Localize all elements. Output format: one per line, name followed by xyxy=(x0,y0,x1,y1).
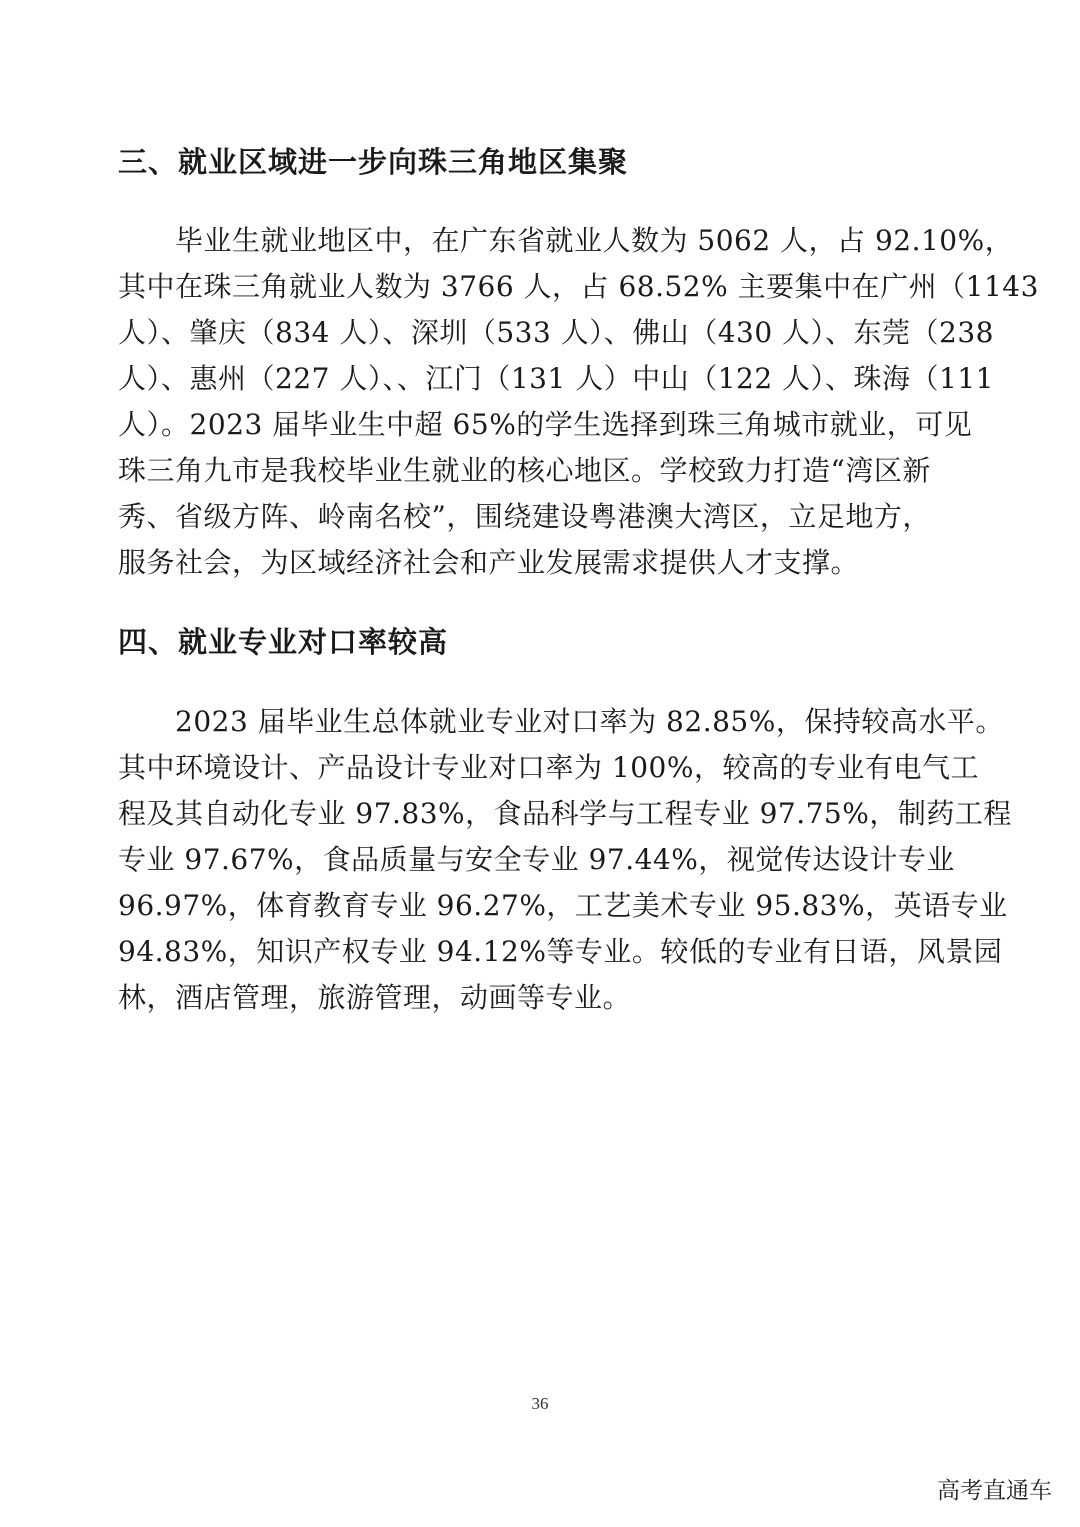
section-4-heading: 四、就业专业对口率较高 xyxy=(118,625,449,659)
paragraph-line: 94.83%，知识产权专业 94.12%等专业。较低的专业有日语，风景园 xyxy=(118,935,1003,968)
section-3-paragraph xyxy=(118,218,1039,586)
paragraph-line: 程及其自动化专业 97.83%，食品科学与工程专业 97.75%，制药工程 xyxy=(118,797,1012,830)
watermark-text: 高考直通车 xyxy=(937,1478,1052,1504)
paragraph-line: 人）、惠州（227 人）、、江门（131 人）中山（122 人）、珠海（111 xyxy=(118,362,994,395)
paragraph-line: 其中在珠三角就业人数为 3766 人，占 68.52% 主要集中在广州（1143 xyxy=(118,270,1039,303)
paragraph-line: 96.97%，体育教育专业 96.27%，工艺美术专业 95.83%，英语专业 xyxy=(118,889,1008,922)
page-number: 36 xyxy=(531,1394,549,1413)
paragraph-line: 人）。2023 届毕业生中超 65%的学生选择到珠三角城市就业，可见 xyxy=(118,408,973,441)
paragraph-line: 秀、省级方阵、岭南名校”，围绕建设粤港澳大湾区，立足地方， xyxy=(118,500,931,533)
paragraph-line: 毕业生就业地区中，在广东省就业人数为 5062 人，占 92.10%， xyxy=(118,224,1014,257)
paragraph-line: 专业 97.67%，食品质量与安全专业 97.44%，视觉传达设计专业 xyxy=(118,843,955,876)
paragraph-line: 服务社会，为区域经济社会和产业发展需求提供人才支撑。 xyxy=(118,546,860,579)
section-3-heading: 三、就业区域进一步向珠三角地区集聚 xyxy=(118,145,629,179)
paragraph-line: 人）、肇庆（834 人）、深圳（533 人）、佛山（430 人）、东莞（238 xyxy=(118,316,994,349)
paragraph-line: 其中环境设计、产品设计专业对口率为 100%，较高的专业有电气工 xyxy=(118,751,979,784)
section-4-paragraph xyxy=(118,699,1012,1021)
paragraph-line: 珠三角九市是我校毕业生就业的核心地区。学校致力打造“湾区新 xyxy=(118,454,931,487)
paragraph-line: 2023 届毕业生总体就业专业对口率为 82.85%，保持较高水平。 xyxy=(118,705,1004,738)
paragraph-line: 林，酒店管理，旅游管理，动画等专业。 xyxy=(118,981,632,1014)
